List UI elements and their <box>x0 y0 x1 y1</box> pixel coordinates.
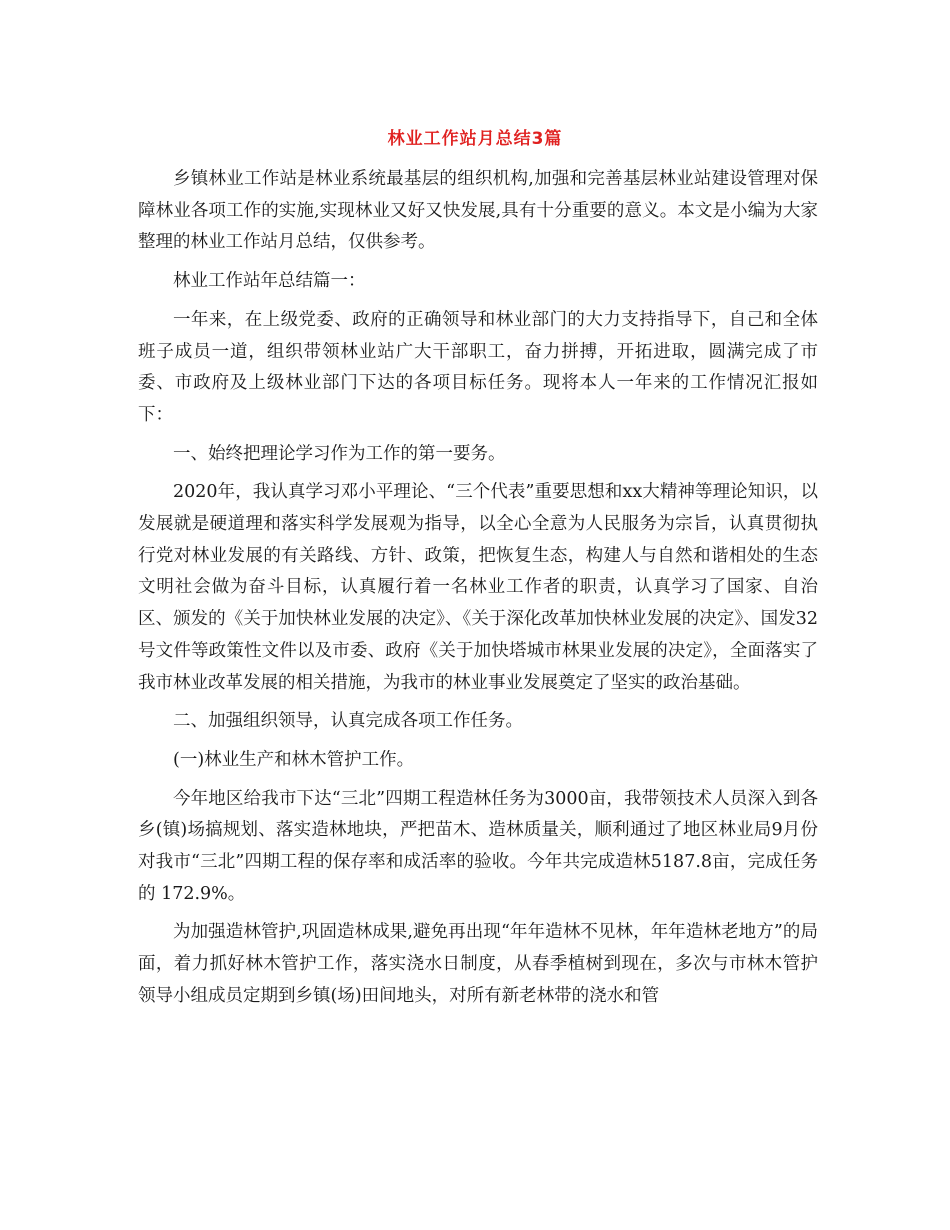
paragraph-forest-protection: 为加强造林管护,巩固造林成果,避免再出现“年年造林不见林，年年造林老地方”的局面，着力抓好林木管护工作，落实浇水日制度，从春季植树到现在，多次与市林木管护领导小组成员定期到乡镇(场)田间地头，对所有新老林带的浇水和管 <box>138 922 818 1006</box>
paragraph-section-heading: 林业工作站年总结篇一： <box>173 271 366 292</box>
paragraph-afforestation: 今年地区给我市下达“三北”四期工程造林任务为3000亩，我带领技术人员深入到各乡(镇)场搞规划、落实造林地块，严把苗木、造林质量关，顺利通过了地区林业局9月份对我市“三北”四期工程的保存率和成活率的验收。今年共完成造林5187.8亩，完成任务的 172.9%。 <box>138 788 818 904</box>
paragraph-subheading-1: (一)林业生产和林木管护工作。 <box>173 749 415 770</box>
document-body <box>138 164 818 1020</box>
document-title: 林业工作站月总结3篇 <box>387 129 563 149</box>
paragraph-heading-1: 一、始终把理论学习作为工作的第一要务。 <box>173 443 506 464</box>
paragraph-overview: 一年来，在上级党委、政府的正确领导和林业部门的大力支持指导下，自己和全体班子成员一道，组织带领林业站广大干部职工，奋力拼搏，开拓进取，圆满完成了市委、市政府及上级林业部门下达的各项目标任务。现将本人一年来的工作情况汇报如下： <box>138 309 818 425</box>
paragraph-theory-study: 2020年，我认真学习邓小平理论、“三个代表”重要思想和xx大精神等理论知识，以发展就是硬道理和落实科学发展观为指导，以全心全意为人民服务为宗旨，认真贯彻执行党对林业发展的有关路线、方针、政策，把恢复生态，构建人与自然和谐相处的生态文明社会做为奋斗目标，认真履行着一名林业工作者的职责，认真学习了国家、自治区、颁发的《关于加快林业发展的决定》、《关于深化改革加快林业发展的决定》、国发32号文件等政策性文件以及市委、政府《关于加快塔城市林果业发展的决定》，全面落实了我市林业改革发展的相关措施，为我市的林业事业发展奠定了坚实的政治基础。 <box>138 482 818 693</box>
paragraph-heading-2: 二、加强组织领导，认真完成各项工作任务。 <box>173 711 523 732</box>
paragraph-intro: 乡镇林业工作站是林业系统最基层的组织机构,加强和完善基层林业站建设管理对保障林业各项工作的实施,实现林业又好又快发展,具有十分重要的意义。本文是小编为大家整理的林业工作站月总结，仅供参考。 <box>138 169 818 253</box>
